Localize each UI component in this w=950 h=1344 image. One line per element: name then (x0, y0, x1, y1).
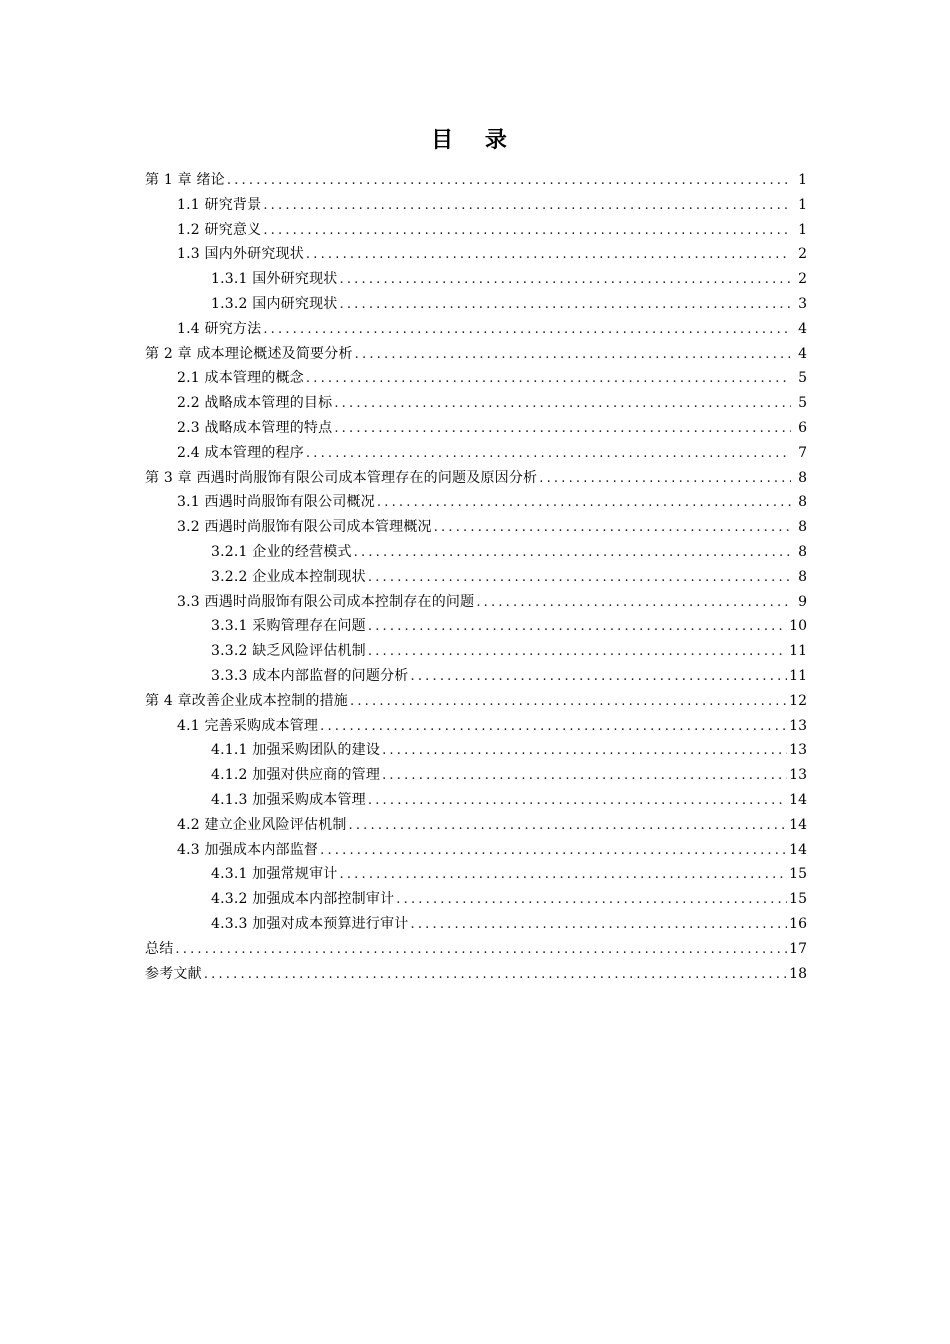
toc-dot-leader (347, 814, 788, 838)
toc-entry[interactable] (145, 813, 807, 838)
toc-entry-label: 2.2 战略成本管理的目标 (177, 395, 333, 412)
toc-entry-label: 3.2 西遇时尚服饰有限公司成本管理概况 (177, 519, 432, 536)
toc-entry[interactable] (145, 689, 807, 714)
toc-dot-leader (432, 516, 791, 540)
toc-entry[interactable] (145, 565, 807, 590)
toc-entry-page-number: 10 (789, 618, 807, 635)
toc-entry-page-number: 14 (789, 816, 807, 833)
toc-entry-page-number: 15 (789, 866, 807, 883)
toc-entry[interactable] (145, 664, 807, 689)
toc-entry-page-number: 14 (789, 791, 807, 808)
toc-entry-page-number: 5 (798, 395, 807, 412)
toc-dot-leader (225, 169, 791, 193)
toc-entry-label: 第 4 章改善企业成本控制的措施 (145, 692, 349, 709)
toc-entry-label: 4.3.3 加强对成本预算进行审计 (211, 915, 409, 932)
toc-entry[interactable] (145, 515, 807, 540)
toc-entry-page-number: 4 (798, 345, 807, 362)
toc-dot-leader (318, 715, 787, 739)
toc-entry-page-number: 14 (789, 841, 807, 858)
toc-dot-leader (380, 764, 787, 788)
toc-entry-page-number: 1 (798, 221, 807, 238)
toc-entry-page-number: 8 (798, 494, 807, 511)
toc-entry-page-number: 8 (798, 568, 807, 585)
toc-entry[interactable] (145, 962, 807, 987)
toc-entry-label: 4.1 完善采购成本管理 (177, 717, 319, 734)
toc-entry-page-number: 3 (798, 295, 807, 312)
toc-entry[interactable] (145, 838, 807, 863)
toc-entry-page-number: 8 (798, 469, 807, 486)
toc-entry[interactable] (145, 218, 807, 243)
toc-entry-label: 第 3 章 西遇时尚服饰有限公司成本管理存在的问题及原因分析 (145, 469, 538, 486)
toc-entry-label: 3.3.1 采购管理存在问题 (211, 618, 366, 635)
toc-entry[interactable] (145, 714, 807, 739)
toc-entry[interactable] (145, 763, 807, 788)
toc-entry[interactable] (145, 441, 807, 466)
toc-entry-label: 3.3.3 成本内部监督的问题分析 (211, 667, 409, 684)
toc-entry-label: 4.3 加强成本内部监督 (177, 841, 319, 858)
toc-dot-leader (366, 640, 787, 664)
toc-entry-label: 2.4 成本管理的程序 (177, 444, 304, 461)
toc-entry-label: 3.1 西遇时尚服饰有限公司概况 (177, 494, 375, 511)
toc-dot-leader (348, 690, 787, 714)
toc-dot-leader (304, 243, 791, 267)
toc-entry[interactable] (145, 590, 807, 615)
toc-entry[interactable] (145, 490, 807, 515)
toc-entry-page-number: 11 (789, 667, 807, 684)
toc-dot-leader (408, 665, 787, 689)
toc-entry[interactable] (145, 366, 807, 391)
toc-dot-leader (408, 913, 787, 937)
toc-entry-page-number: 16 (789, 915, 807, 932)
toc-entry[interactable] (145, 937, 807, 962)
toc-entry-label: 1.3 国内外研究现状 (177, 246, 304, 263)
toc-entry[interactable] (145, 416, 807, 441)
toc-entry-label: 1.4 研究方法 (177, 320, 262, 337)
toc-dot-leader (537, 467, 791, 491)
toc-dot-leader (261, 318, 791, 342)
toc-dot-leader (353, 343, 791, 367)
toc-dot-leader (202, 963, 787, 987)
toc-entry-label: 4.3.1 加强常规审计 (211, 866, 338, 883)
toc-entry-label: 4.3.2 加强成本内部控制审计 (211, 891, 395, 908)
toc-dot-leader (332, 417, 791, 441)
toc-entry-page-number: 18 (789, 965, 807, 982)
toc-dot-leader (304, 442, 791, 466)
toc-title: 目 录 (431, 128, 519, 153)
toc-entry[interactable] (145, 540, 807, 565)
toc-entry[interactable] (145, 391, 807, 416)
toc-entry[interactable] (145, 317, 807, 342)
toc-entry[interactable] (145, 738, 807, 763)
toc-dot-leader (394, 888, 787, 912)
toc-dot-leader (366, 566, 791, 590)
toc-dot-leader (474, 591, 791, 615)
toc-dot-leader (366, 615, 787, 639)
toc-dot-leader (304, 367, 791, 391)
toc-entry-page-number: 15 (789, 891, 807, 908)
toc-entry[interactable] (145, 788, 807, 813)
toc-entry-page-number: 4 (798, 320, 807, 337)
toc-entry-label: 1.3.2 国内研究现状 (211, 295, 338, 312)
toc-dot-leader (337, 293, 791, 317)
toc-entry-label: 总结 (145, 940, 174, 957)
toc-entry-page-number: 9 (798, 593, 807, 610)
toc-entry-label: 4.1.3 加强采购成本管理 (211, 791, 366, 808)
toc-entry-label: 4.2 建立企业风险评估机制 (177, 816, 347, 833)
toc-entry-label: 3.3.2 缺乏风险评估机制 (211, 643, 366, 660)
toc-entry-page-number: 7 (798, 444, 807, 461)
toc-entry[interactable] (145, 342, 807, 367)
toc-entry[interactable] (145, 193, 807, 218)
toc-entry-page-number: 13 (789, 742, 807, 759)
toc-entry-label: 3.2.2 企业成本控制现状 (211, 568, 366, 585)
toc-entry-page-number: 8 (798, 543, 807, 560)
toc-dot-leader (261, 219, 791, 243)
toc-entry-page-number: 2 (798, 246, 807, 263)
toc-entry-page-number: 1 (798, 172, 807, 188)
toc-entry[interactable] (145, 887, 807, 912)
toc-entry[interactable] (145, 242, 807, 267)
toc-entry-label: 3.3 西遇时尚服饰有限公司成本控制存在的问题 (177, 593, 475, 610)
toc-entry[interactable] (145, 292, 807, 317)
toc-dot-leader (337, 863, 787, 887)
toc-entry-label: 第 2 章 成本理论概述及简要分析 (145, 345, 353, 362)
toc-entry-label: 第 1 章 绪论 (145, 172, 225, 188)
toc-entry[interactable] (145, 912, 807, 937)
toc-entry-page-number: 11 (789, 643, 807, 660)
toc-entry-label: 参考文献 (145, 965, 202, 982)
toc-entry-page-number: 13 (789, 767, 807, 784)
toc-dot-leader (352, 541, 791, 565)
toc-dot-leader (173, 938, 787, 962)
toc-list (145, 168, 807, 986)
toc-entry[interactable] (145, 168, 807, 193)
toc-entry-page-number: 1 (798, 196, 807, 213)
toc-entry-label: 3.2.1 企业的经营模式 (211, 543, 352, 560)
toc-entry-label: 4.1.1 加强采购团队的建设 (211, 742, 381, 759)
toc-dot-leader (261, 194, 791, 218)
toc-entry-label: 2.3 战略成本管理的特点 (177, 419, 333, 436)
toc-entry-label: 1.3.1 国外研究现状 (211, 271, 338, 288)
toc-dot-leader (366, 789, 787, 813)
toc-entry-label: 1.2 研究意义 (177, 221, 262, 238)
toc-entry-page-number: 17 (789, 940, 807, 957)
toc-dot-leader (337, 268, 791, 292)
toc-entry-label: 2.1 成本管理的概念 (177, 370, 304, 387)
toc-entry-label: 1.1 研究背景 (177, 196, 262, 213)
toc-entry[interactable] (145, 267, 807, 292)
toc-entry-page-number: 5 (798, 370, 807, 387)
toc-entry[interactable] (145, 614, 807, 639)
toc-entry-label: 4.1.2 加强对供应商的管理 (211, 767, 381, 784)
toc-dot-leader (332, 392, 791, 416)
toc-entry[interactable] (145, 466, 807, 491)
toc-entry-page-number: 2 (798, 271, 807, 288)
toc-dot-leader (318, 839, 787, 863)
toc-entry[interactable] (145, 862, 807, 887)
toc-entry-page-number: 6 (798, 419, 807, 436)
toc-dot-leader (380, 739, 787, 763)
toc-dot-leader (375, 491, 791, 515)
toc-entry-page-number: 8 (798, 519, 807, 536)
toc-entry-page-number: 12 (789, 692, 807, 709)
toc-entry-page-number: 13 (789, 717, 807, 734)
toc-entry[interactable] (145, 639, 807, 664)
